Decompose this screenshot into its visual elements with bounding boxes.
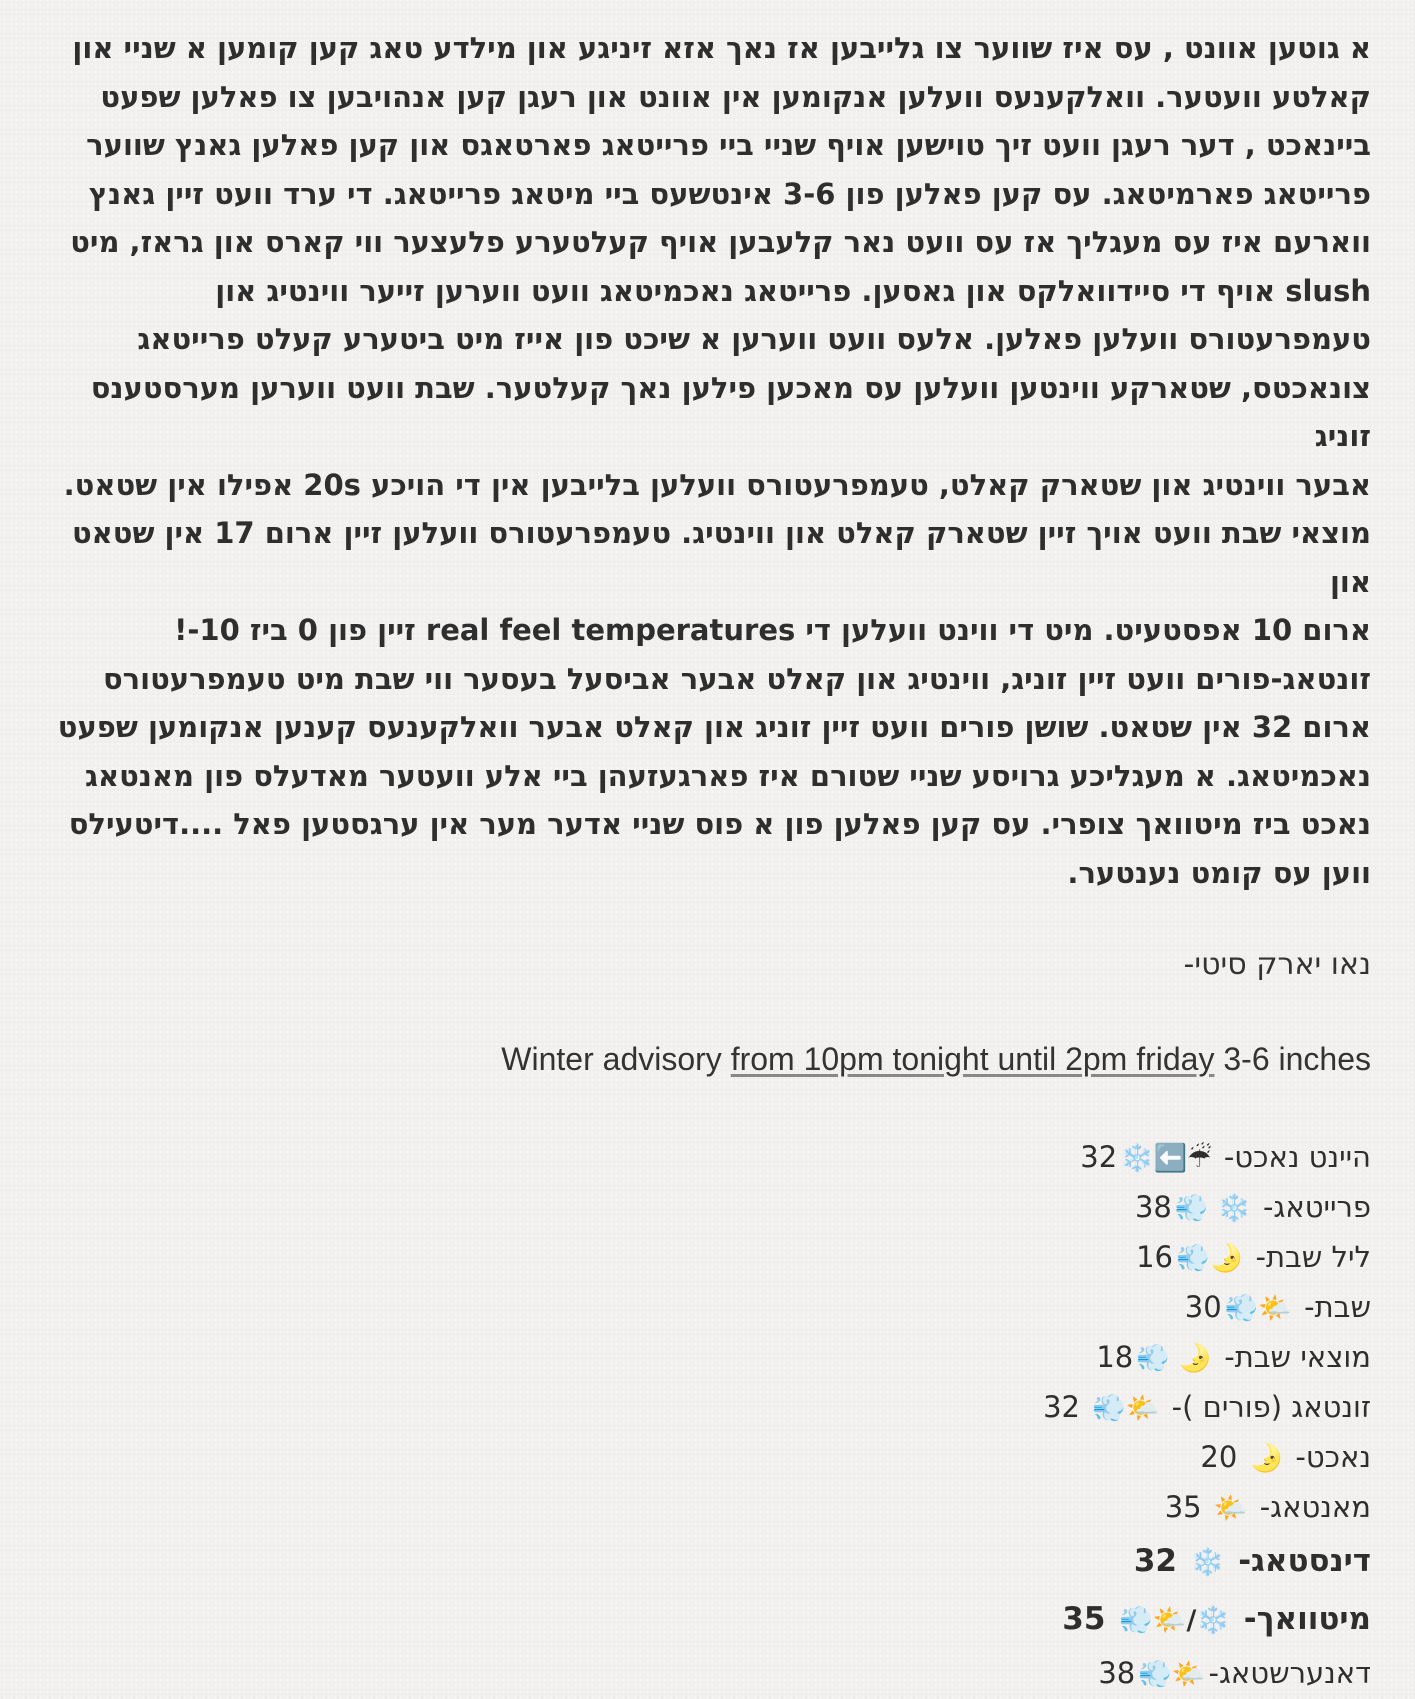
day-label: דינסטאג- (1238, 1543, 1371, 1579)
day-label: פרייטאג- (1262, 1190, 1371, 1224)
forecast-row (41, 1133, 1371, 1183)
temperature: 35 (1062, 1601, 1106, 1637)
weather-icon: ❄️ (1190, 1547, 1225, 1578)
forecast-row (41, 1649, 1371, 1699)
day-label: שבת- (1304, 1290, 1371, 1324)
forecast-row (41, 1283, 1371, 1333)
weather-icon: ☔⬅️❄️ (1120, 1143, 1212, 1174)
forecast-row (41, 1591, 1371, 1649)
day-label: נאכט- (1295, 1440, 1371, 1474)
paragraph-line: ווארעם איז עס מעגליך אז עס וועט נאר קלעבען אויף קעלטערע פלעצער ווי קארס און גראז, מיט (70, 225, 1371, 259)
paragraph-line: ארום 10 אפסטעיט. מיט די ווינט וועלען די real feel temperatures זיין פון 0 ביז 10-! (174, 613, 1371, 647)
weather-icon: 🌤️💨 (1092, 1393, 1160, 1424)
forecast-row (41, 1533, 1371, 1591)
forecast-row (41, 1433, 1371, 1483)
paragraph-line: צונאכטס, שטארקע ווינטען וועלען עס מאכען פילען נאך קעלטער. שבת וועט ווערען מערסטענס זוניג (90, 370, 1371, 453)
paragraph-line: אבער ווינטיג און שטארק קאלט, טעמפרעטורס וועלען בלייבען אין די הויכע 20s אפילו אין שטאט. (63, 467, 1371, 502)
temperature: 32 (1133, 1543, 1177, 1579)
paragraph-line: זונטאג-פורים וועט זיין זוניג, ווינטיג און קאלט אבער אביסעל בעסער ווי שבת מיט טעמפרעטורס (102, 661, 1371, 696)
forecast-paragraph (41, 24, 1371, 897)
temperature: 20 (1200, 1440, 1238, 1474)
paragraph-line: מוצאי שבת וועט אויך זיין שטארק קאלט און ווינטיג. טעמפרעטורס וועלען זיין ארום 17 אין שטאט און (71, 516, 1371, 599)
weather-icon: ❄️/🌤️💨 (1119, 1605, 1230, 1636)
temperature: 16 (1136, 1240, 1174, 1274)
city-heading: נאו יארק סיטי- (1183, 947, 1371, 982)
paragraph-line: א גוטען אוונט , עס איז שווער צו גלייבען אז נאך אזא זיניגע און מילדע טאג קען קומען א שניי און (72, 31, 1371, 65)
forecast-row (41, 1483, 1371, 1533)
day-label: זונטאג (פורים )- (1171, 1390, 1371, 1424)
advisory-time-link[interactable]: from 10pm tonight until 2pm friday (730, 1041, 1215, 1077)
advisory-text-start: Winter advisory (501, 1041, 731, 1077)
temperature: 18 (1096, 1340, 1134, 1374)
weather-icon: 🌤️💨 (1138, 1659, 1206, 1690)
temperature: 32 (1080, 1140, 1118, 1174)
paragraph-line: ביינאכט , דער רעגן וועט זיך טוישען אויף שניי ביי פרייטאג פארטאגס און קען פאלען גאנץ שווער (86, 128, 1371, 162)
forecast-row (41, 1333, 1371, 1383)
temperature: 32 (1043, 1390, 1080, 1424)
paragraph-line: ארום 32 אין שטאט. שושן פורים וועט זיין זוניג און קאלט אבער וואלקענעס קענען אנקומען שפעט (57, 710, 1371, 744)
paragraph-line: פרייטאג פארמיטאג. עס קען פאלען פון 3-6 אינטשעס ביי מיטאג פרייטאג. די ערד וועט זיין גאנץ (88, 176, 1371, 211)
paragraph-line: ווען עס קומט נענטער. (1067, 855, 1371, 890)
weather-icon: 🌛💨 (1176, 1243, 1244, 1274)
paragraph-line: קאלטע וועטער. וואלקענעס וועלען אנקומען אין אוונט און רעגן קען אנהויבען צו פאלען שפעט (100, 79, 1371, 114)
forecast-row (41, 1183, 1371, 1233)
daily-forecast-list (41, 1133, 1371, 1699)
weather-icon: ❄️ 💨 (1174, 1193, 1251, 1224)
temperature: 30 (1184, 1290, 1222, 1324)
day-label: מיטוואך- (1243, 1601, 1371, 1637)
paragraph-line: נאכט ביז מיטוואך צופרי. עס קען פאלען פון א פוס שניי אדער מער אין ערגסטען פאל ....דיטעילס (68, 807, 1371, 841)
day-label: דאנערשטאג- (1208, 1656, 1371, 1690)
weather-icon: 🌛 💨 (1136, 1343, 1213, 1374)
paragraph-line: slush אויף די סיידוואלקס און גאסען. פרייטאג נאכמיטאג וועט ווערען זייער ווינטיג און (215, 273, 1371, 308)
winter-advisory (41, 1035, 1371, 1083)
paragraph-line: טעמפרעטורס וועלען פאלען. אלעס וועט ווערען א שיכט פון אייז מיט ביטערע קעלט פרייטאג (137, 322, 1371, 356)
forecast-row (41, 1233, 1371, 1283)
weather-icon: 🌤️💨 (1224, 1293, 1292, 1324)
temperature: 35 (1164, 1490, 1202, 1524)
day-label: ליל שבת- (1255, 1240, 1371, 1274)
temperature: 38 (1098, 1656, 1136, 1690)
temperature: 38 (1134, 1190, 1172, 1224)
weather-icon: 🌛 (1249, 1443, 1284, 1474)
note-body[interactable] (41, 24, 1371, 1699)
day-label: היינט נאכט- (1223, 1140, 1371, 1174)
advisory-text-end: 3-6 inches (1214, 1041, 1371, 1077)
day-label: מוצאי שבת- (1224, 1340, 1371, 1374)
weather-icon: 🌤️ (1213, 1493, 1248, 1524)
paragraph-line: נאכמיטאג. א מעגליכע גרויסע שניי שטורם איז פארגעזעהן ביי אלע וועטער מאדעלס פון מאנטאג (85, 758, 1371, 793)
forecast-row (41, 1383, 1371, 1433)
day-label: מאנטאג- (1259, 1490, 1371, 1524)
